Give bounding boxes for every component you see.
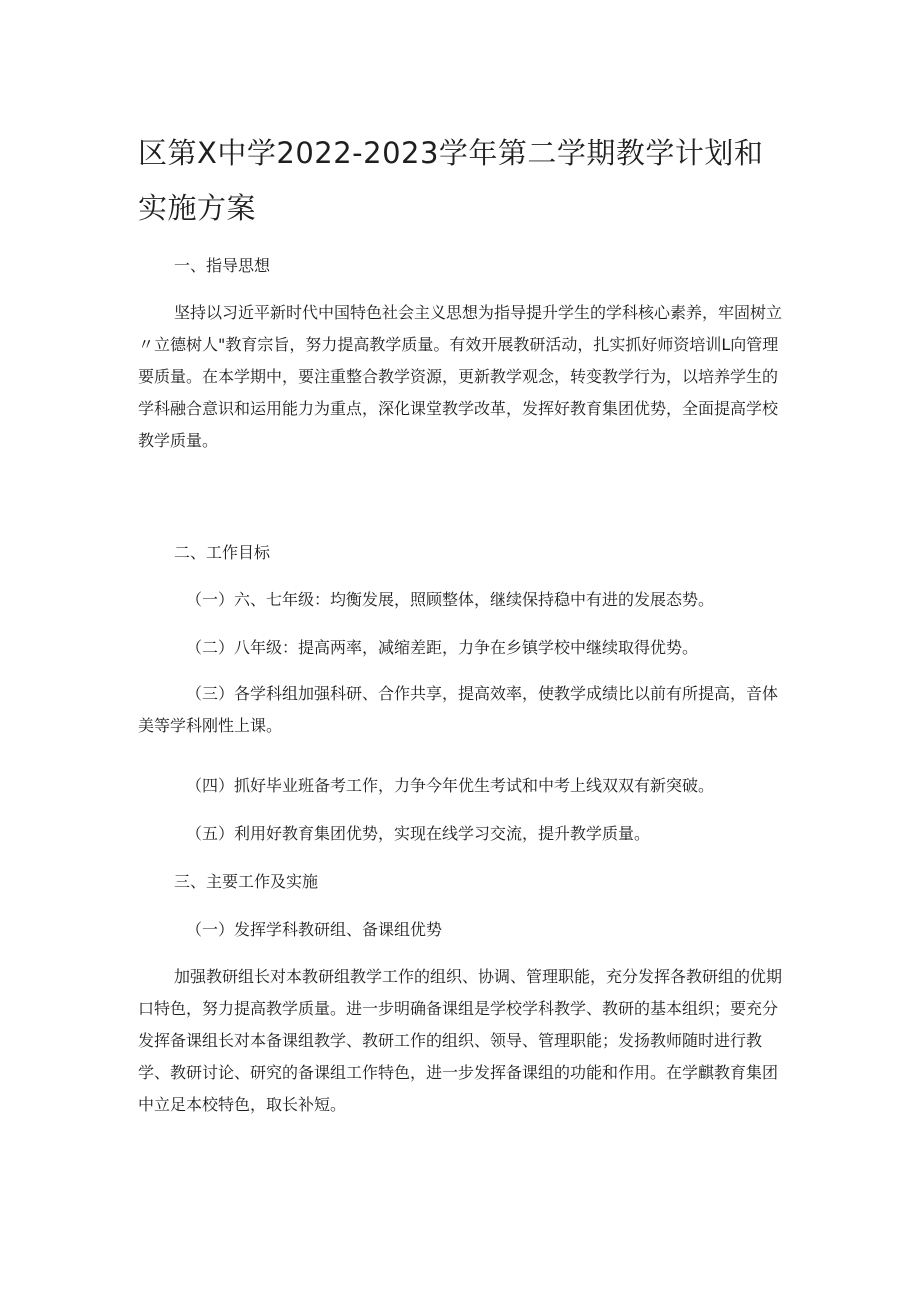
list-item: （五）利用好教育集团优势，实现在线学习交流，提升教学质量。	[186, 824, 651, 843]
subsection-heading: （一）发挥学科教研组、备课组优势	[186, 920, 443, 939]
section-heading: 二、工作目标	[174, 543, 271, 562]
document-title: 区第X中学2022-2023学年第二学期教学计划和实施方案	[138, 136, 764, 225]
body-paragraph: 坚持以习近平新时代中国特色社会主义思想为指导提升学生的学科核心素养，牢固树立〃立德树人"教育宗旨，努力提高教学质量。有效开展教研活动，扎实抓好师资培训L向管理要质量。在本学期中，要注重整合教学资源，更新教学观念，转变教学行为，以培养学生的学科融合意识和运用能力为重点，深化课堂教学改革，发挥好教育集团优势，全面提高学校教学质量。	[138, 303, 783, 450]
list-item: （四）抓好毕业班备考工作，力争今年优生考试和中考上线双双有新突破。	[186, 776, 715, 795]
list-item: （二）八年级：提高两率，减缩差距，力争在乡镇学校中继续取得优势。	[186, 638, 699, 657]
body-paragraph: 加强教研组长对本教研组教学工作的组织、协调、管理职能，充分发挥各教研组的优期口特色，努力提高教学质量。进一步明确备课组是学校学科教学、教研的基本组织；要充分发挥备课组长对本备课组教学、教研工作的组织、领导、管理职能；发扬教师随时进行教学、教研讨论、研究的备课组工作特色，进一步发挥备课组的功能和作用。在学麒教育集团中立足本校特色，取长补短。	[138, 967, 783, 1114]
list-item: （一）六、七年级：均衡发展，照顾整体，继续保持稳中有进的发展态势。	[186, 590, 715, 609]
list-item: （三）各学科组加强科研、合作共享，提高效率，使教学成绩比以前有所提高，音体美等学科刚性上课。	[138, 684, 779, 735]
section-heading: 三、主要工作及实施	[174, 872, 319, 891]
section-heading: 一、指导思想	[174, 256, 271, 275]
